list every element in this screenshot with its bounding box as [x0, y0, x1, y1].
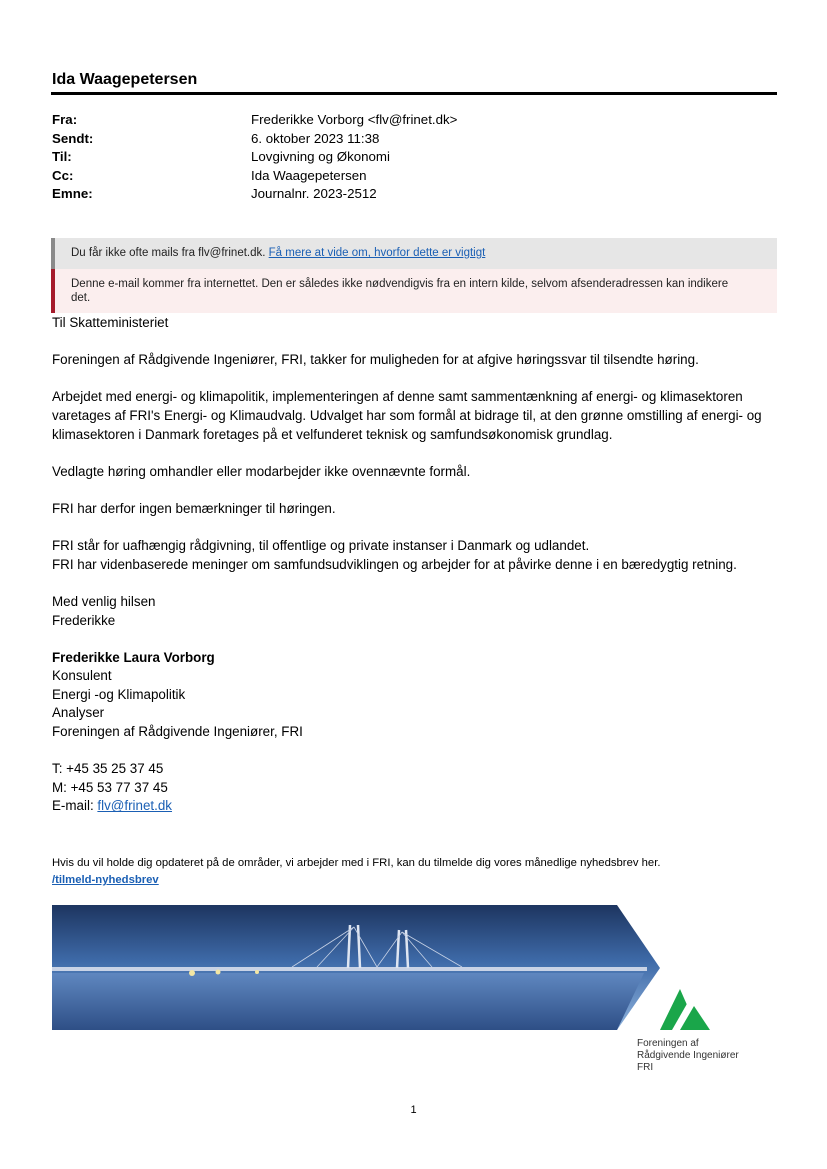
paragraph-purpose: Vedlagte høring omhandler eller modarbejder ikke ovennævnte formål. [52, 463, 471, 479]
signature-phone: T: +45 35 25 37 45 [52, 761, 164, 777]
newsletter-block [52, 855, 782, 889]
learn-more-link[interactable]: Få mere at vide om, hvorfor dette er vigtigt [268, 247, 486, 259]
page-number: 1 [410, 1104, 417, 1116]
header-row-sent [52, 130, 457, 149]
fri-logo [637, 989, 739, 1073]
external-warning-text: Denne e-mail kommer fra internettet. Den er således ikke nødvendigvis fra en intern kilde, selvom afsenderadressen kan indikere det. [71, 278, 729, 304]
email-link[interactable]: flv@frinet.dk [97, 798, 173, 814]
first-contact-text: Du får ikke ofte mails fra flv@frinet.dk. [71, 247, 269, 259]
first-contact-banner [51, 238, 777, 269]
to-value: Lovgivning og Økonomi [251, 149, 390, 164]
sent-value: 6. oktober 2023 11:38 [251, 130, 380, 146]
header-row-cc [52, 167, 457, 186]
header-row-from [52, 111, 457, 130]
sent-label: Sendt: [52, 130, 94, 146]
closing-name: Frederikke [52, 612, 116, 628]
greeting: Til Skatteministeriet [52, 315, 169, 330]
paragraph-about-fri-1: FRI står for uafhængig rådgivning, til offentlige og private instanser i Danmark og udlandet. [52, 538, 590, 554]
fri-banner-image [52, 905, 772, 1080]
logo-line-2: Rådgivende Ingeniører [637, 1050, 739, 1061]
mailbox-owner-title: Ida Waagepetersen [52, 71, 198, 88]
signature-organization: Foreningen af Rådgivende Ingeniører, FRI [52, 724, 303, 740]
from-value: Frederikke Vorborg <flv@frinet.dk> [251, 112, 458, 127]
header-row-subject [52, 185, 457, 204]
to-label: Til: [52, 149, 72, 164]
signature-name: Frederikke Laura Vorborg [52, 649, 215, 665]
paragraph-about-fri-2: FRI har videnbaserede meninger om samfundsudviklingen og arbejder for at påvirke denne i en bæredygtig retning. [52, 556, 737, 572]
header-row-to [52, 148, 457, 167]
sea-panel [52, 973, 644, 1030]
logo-line-3: FRI [637, 1062, 654, 1073]
closing-regards: Med venlig hilsen [52, 593, 156, 609]
title-divider [51, 92, 777, 95]
logo-line-1: Foreningen af [637, 1038, 699, 1049]
signature-mobile: M: +45 53 77 37 45 [52, 779, 168, 795]
paragraph-committee: Arbejdet med energi- og klimapolitik, implementeringen af denne samt sammentænkning af energi- og klimasektoren varetages af FRI's Energi- og Klimaudvalg. Udvalget har som formål at bidrage til, at den grønne omstilling af energi- og klimasektoren i Danmark foretages på et velfunderet teknisk og samfundsøkonomisk grundlag. [52, 389, 762, 442]
subject-value: Journalnr. 2023-2512 [251, 186, 377, 201]
email-label: E-mail: [52, 798, 98, 814]
bridge-deck [52, 967, 647, 971]
email-header-fields [52, 111, 457, 204]
cc-label: Cc: [52, 167, 74, 183]
subject-label: Emne: [52, 186, 93, 201]
email-body [52, 314, 782, 816]
from-label: Fra: [52, 112, 78, 127]
external-email-warning [51, 269, 777, 313]
signature-title: Konsulent [52, 668, 112, 684]
signature-department: Energi -og Klimapolitik [52, 686, 186, 702]
newsletter-text: Hvis du vil holde dig opdateret på de områder, vi arbejder med i FRI, kan du tilmelde dig vores månedlige nyhedsbrev her. [52, 857, 661, 869]
cc-value: Ida Waagepetersen [251, 167, 367, 183]
signature-email-line [52, 797, 782, 816]
signature-unit: Analyser [52, 705, 105, 721]
newsletter-signup-link[interactable]: /tilmeld-nyhedsbrev [52, 874, 159, 886]
paragraph-no-remarks: FRI har derfor ingen bemærkninger til høringen. [52, 500, 336, 516]
paragraph-thanks: Foreningen af Rådgivende Ingeniører, FRI, takker for muligheden for at afgive høringssvar til tilsendte høring. [52, 352, 699, 368]
